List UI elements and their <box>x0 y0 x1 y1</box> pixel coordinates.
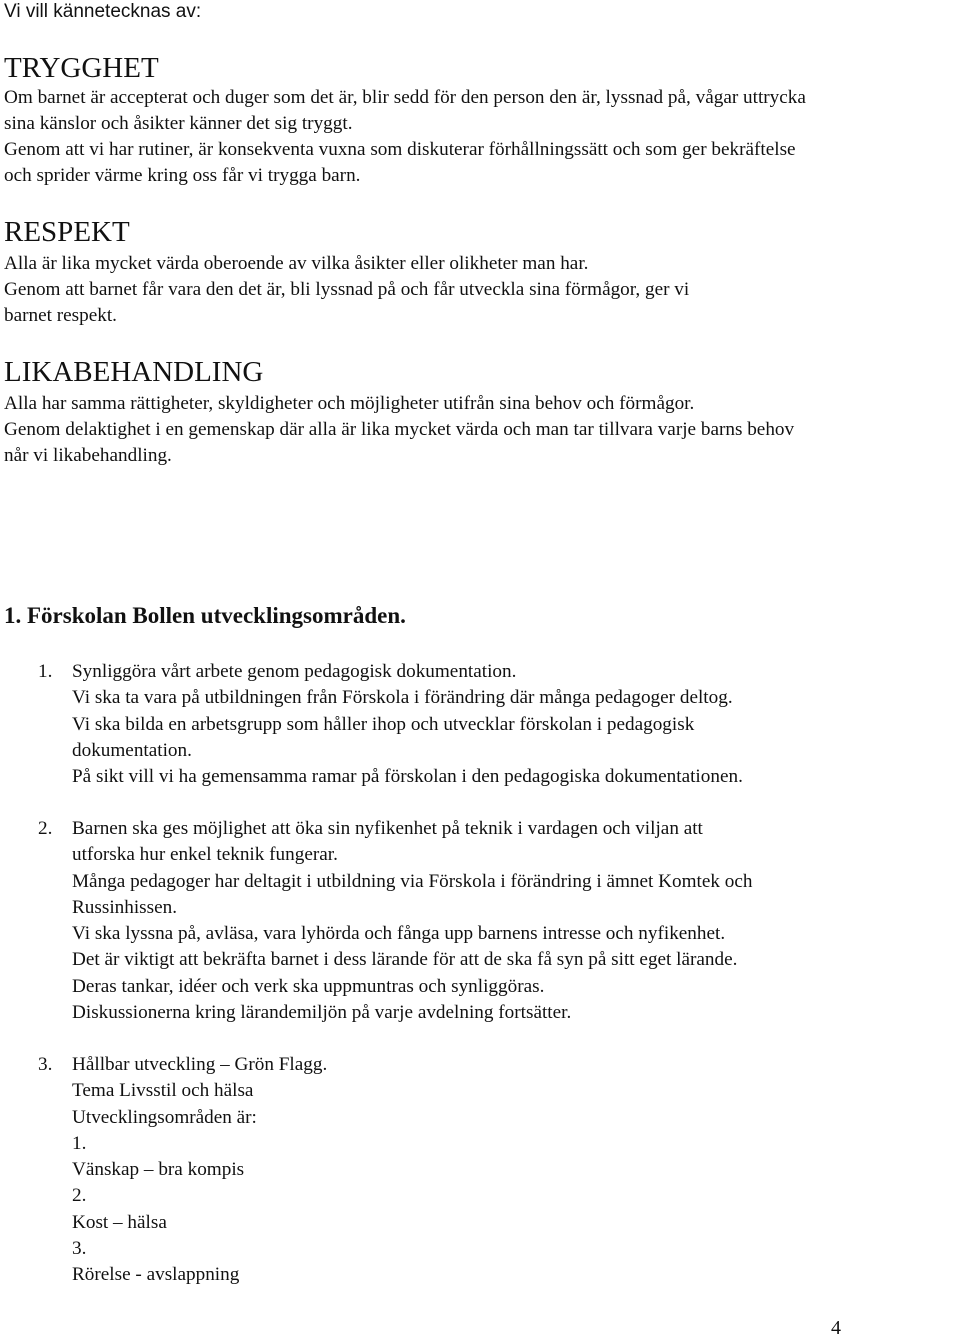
sub-list-item <box>72 1131 327 1184</box>
text-line: Många pedagoger har deltagit i utbildning via Förskola i förändring i ämnet Komtek och <box>72 870 753 892</box>
goal-text <box>72 659 743 790</box>
goal-number: 3. <box>38 1054 53 1075</box>
section-title-likabehandling: LIKABEHANDLING <box>4 356 264 388</box>
text-line: Alla har samma rättigheter, skyldigheter och möjligheter utifrån sina behov och förmågor. <box>4 393 695 414</box>
goal-item-3 <box>38 1052 938 1286</box>
text-line: På sikt vill vi ha gemensamma ramar på förskolan i den pedagogiska dokumentationen. <box>72 766 743 788</box>
text-line: Genom delaktighet i en gemenskap där alla är lika mycket värda och man tar tillvara varje barns behov <box>4 419 795 440</box>
sub-list-number: 2. <box>72 1185 87 1207</box>
sub-list-item <box>72 1183 327 1236</box>
text-line: Vi ska ta vara på utbildningen från Förskola i förändring där många pedagoger deltog. <box>72 687 733 709</box>
text-line: når vi likabehandling. <box>4 445 172 466</box>
sub-list-text: Vänskap – bra kompis <box>72 1159 245 1181</box>
sub-list-item <box>72 1236 327 1289</box>
text-line: Hållbar utveckling – Grön Flagg. <box>72 1054 328 1075</box>
text-line: dokumentation. <box>72 739 192 761</box>
goal-item-1 <box>38 659 938 794</box>
section-title-trygghet: TRYGGHET <box>4 52 159 84</box>
text-line: sina känslor och åsikter känner det sig tryggt. <box>4 113 353 134</box>
sub-list-text: Kost – hälsa <box>72 1211 167 1233</box>
goal-item-2 <box>38 816 938 1031</box>
text-line: Genom att vi har rutiner, är konsekventa vuxna som diskuterar förhållningssätt och som ger bekräftelse <box>4 139 796 160</box>
text-line: Utvecklingsområden är: <box>72 1106 257 1128</box>
goal-number: 2. <box>38 818 53 839</box>
text-line: Deras tankar, idéer och verk ska uppmuntras och synliggöras. <box>72 975 545 997</box>
goal-text <box>72 1052 327 1289</box>
intro-heading: Vi vill kännetecknas av: <box>4 1 202 22</box>
text-line: barnet respekt. <box>4 305 117 326</box>
section-title-respekt: RESPEKT <box>4 216 130 248</box>
text-line: Barnen ska ges möjlighet att öka sin nyfikenhet på teknik i vardagen och viljan att <box>72 818 703 839</box>
goal-number: 1. <box>38 661 53 682</box>
text-line: Genom att barnet får vara den det är, bli lyssnad på och får utveckla sina förmågor, ger vi <box>4 279 690 300</box>
section-body-respekt <box>4 251 959 329</box>
page-number: 4 <box>831 1317 841 1339</box>
section-body-likabehandling <box>4 391 959 469</box>
sub-list-number: 1. <box>72 1132 87 1154</box>
text-line: utforska hur enkel teknik fungerar. <box>72 844 338 866</box>
text-line: Russinhissen. <box>72 896 178 918</box>
text-line: Vi ska lyssna på, avläsa, vara lyhörda och fånga upp barnens intresse och nyfikenhet. <box>72 923 726 945</box>
text-line: Synliggöra vårt arbete genom pedagogisk dokumentation. <box>72 661 517 682</box>
text-line: Tema Livsstil och hälsa <box>72 1080 254 1102</box>
text-line: Diskussionerna kring lärandemiljön på varje avdelning fortsätter. <box>72 1002 572 1024</box>
section-body-trygghet <box>4 85 959 189</box>
text-line: Alla är lika mycket värda oberoende av vilka åsikter eller olikheter man har. <box>4 253 589 274</box>
goal-text <box>72 816 752 1026</box>
text-line: Vi ska bilda en arbetsgrupp som håller ihop och utvecklar förskolan i pedagogisk <box>72 713 695 735</box>
text-line: Det är viktigt att bekräfta barnet i dess lärande för att de ska få syn på sitt eget lärande. <box>72 949 738 971</box>
chapter-heading: 1. Förskolan Bollen utvecklingsområden. <box>4 603 406 628</box>
sub-list-number: 3. <box>72 1238 87 1260</box>
text-line: Om barnet är accepterat och duger som det är, blir sedd för den person den är, lyssnad på, vågar uttrycka <box>4 87 806 108</box>
text-line: och sprider värme kring oss får vi trygga barn. <box>4 165 361 186</box>
sub-list-text: Rörelse - avslappning <box>72 1264 240 1286</box>
